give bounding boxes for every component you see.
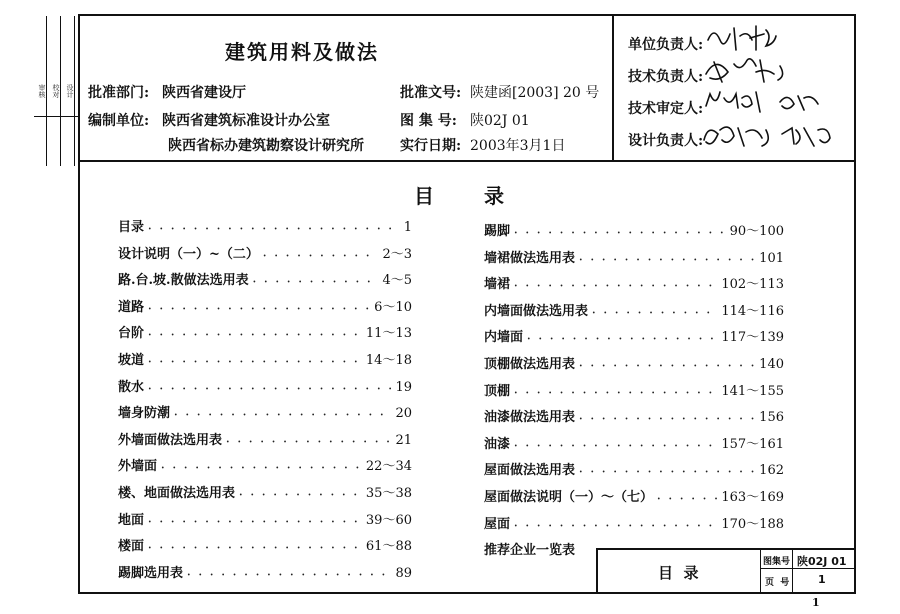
title-block-atlas-label: 图集号 xyxy=(763,557,791,567)
toc-entry-label: 散水 xyxy=(118,379,145,395)
toc-entry xyxy=(118,455,412,474)
toc-entry-page: 163～169 xyxy=(721,490,784,505)
toc-leader-dots xyxy=(579,357,755,372)
toc-leader-dots xyxy=(514,517,717,532)
left-binding-strip xyxy=(34,16,78,166)
toc-entry-page: 90～100 xyxy=(729,224,784,239)
toc-entry-label: 顶棚 xyxy=(484,383,511,399)
title-block-page-value: 1 xyxy=(818,573,826,586)
toc-entry xyxy=(118,269,412,288)
toc-entry-label: 屋面 xyxy=(484,516,511,532)
toc-entry-label: 楼、地面做法选用表 xyxy=(118,486,236,501)
toc-entry xyxy=(484,326,784,345)
toc-leader-dots xyxy=(148,353,362,368)
toc-entry-label: 设计说明（一）~（二） xyxy=(118,246,259,262)
approval-doc-number: 陕建函[2003] 20 号 xyxy=(470,85,600,101)
toc-entry-label: 踢脚 xyxy=(484,224,511,239)
toc-entry-page: 6～10 xyxy=(374,299,412,315)
toc-leader-dots xyxy=(161,459,362,474)
effective-date-label: 实行日期: xyxy=(400,138,462,154)
toc-entry-label: 台阶 xyxy=(118,326,145,342)
toc-leader-dots xyxy=(148,220,400,235)
toc-entry-label: 目录 xyxy=(118,220,145,235)
toc-entry-page: 14～18 xyxy=(365,353,412,368)
toc-entry-label: 地面 xyxy=(118,512,145,528)
toc-entry-page: 19 xyxy=(395,379,412,395)
compiler-unit-2: 陕西省标办建筑勘察设计研究所 xyxy=(168,138,364,154)
toc-entry xyxy=(118,562,412,581)
toc-entry xyxy=(484,486,784,505)
tech-reviewer-label: 技术审定人: xyxy=(628,101,704,117)
toc-entry xyxy=(484,273,784,292)
toc-entry xyxy=(484,406,784,425)
toc-entry-label: 屋面做法选用表 xyxy=(484,463,576,479)
toc-entry-label: 油漆 xyxy=(484,436,511,452)
toc-entry-label: 坡道 xyxy=(118,353,145,368)
title-block-name: 目 录 xyxy=(658,564,699,582)
toc-entry-page: 35～38 xyxy=(365,486,412,501)
toc-entry xyxy=(118,482,412,501)
toc-entry xyxy=(118,349,412,368)
toc-leader-dots xyxy=(148,380,391,395)
design-responsible-label: 设计负责人: xyxy=(628,133,704,149)
toc-entry xyxy=(118,535,412,554)
toc-entry-page: 170～188 xyxy=(721,516,784,532)
toc-entry-page: 157～161 xyxy=(721,436,784,452)
toc-leader-dots xyxy=(579,410,755,425)
toc-entry-label: 外墙面 xyxy=(118,459,158,475)
title-block-page-label: 页 号 xyxy=(765,578,790,588)
toc-entry-page: 117～139 xyxy=(721,330,784,346)
toc-entry-label: 顶棚做法选用表 xyxy=(484,357,576,372)
toc-entry-page: 156 xyxy=(759,410,784,426)
toc-entry-label: 墙裙做法选用表 xyxy=(484,250,576,266)
toc-title-char-1: 目 xyxy=(414,184,434,208)
strip-column-review: 审核 xyxy=(38,84,46,98)
toc-entry xyxy=(118,509,412,528)
toc-entry-page: 89 xyxy=(395,565,412,581)
toc-entry-label: 楼面 xyxy=(118,539,145,555)
toc-leader-dots xyxy=(187,566,391,581)
toc-entry-page: 61～88 xyxy=(365,539,412,555)
toc-entry-page: 101 xyxy=(759,250,784,266)
toc-entry-page: 20 xyxy=(395,406,412,422)
compiler-unit-1: 陕西省建筑标准设计办公室 xyxy=(162,113,330,129)
strip-column-proofread: 校对 xyxy=(52,84,60,98)
toc-entry xyxy=(118,243,412,262)
toc-entry xyxy=(484,220,784,239)
toc-leader-dots xyxy=(263,247,379,262)
toc-entry-label: 屋面做法说明（一）～（七） xyxy=(484,490,654,505)
toc-entry-page: 4～5 xyxy=(382,273,412,289)
toc-leader-dots xyxy=(657,490,717,505)
toc-entry xyxy=(118,429,412,448)
toc-leader-dots xyxy=(579,463,755,478)
toc-leader-dots xyxy=(579,251,755,266)
toc-entry-label: 外墙面做法选用表 xyxy=(118,432,223,448)
toc-entry xyxy=(484,247,784,266)
approval-dept: 陕西省建设厅 xyxy=(162,85,246,101)
toc-leader-dots xyxy=(148,513,362,528)
toc-entry xyxy=(118,296,412,315)
toc-entry xyxy=(118,216,412,235)
strip-column-design: 设计 xyxy=(66,84,74,98)
toc-entry xyxy=(484,300,784,319)
toc-entry-label: 油漆做法选用表 xyxy=(484,410,576,426)
effective-date: 2003年3月1日 xyxy=(470,138,566,154)
toc-entry xyxy=(118,402,412,421)
toc-leader-dots xyxy=(253,273,379,288)
toc-entry-page: 22～34 xyxy=(365,459,412,475)
toc-entry-page: 141～155 xyxy=(721,383,784,399)
approval-doc-label: 批准文号: xyxy=(400,85,462,101)
toc-entry-page: 21 xyxy=(395,432,412,448)
toc-entry-page: 162 xyxy=(759,463,784,479)
page-number: 1 xyxy=(812,596,820,609)
toc-entry xyxy=(118,322,412,341)
toc-entry-label: 路.台.坡.散做法选用表 xyxy=(118,273,249,289)
title-block-atlas-value: 陕02J 01 xyxy=(797,555,847,568)
toc-entry-page: 1 xyxy=(403,220,412,235)
toc-leader-dots xyxy=(514,224,726,239)
tech-responsible-label: 技术负责人: xyxy=(628,69,704,85)
toc-entry xyxy=(118,376,412,395)
atlas-number: 陕02J 01 xyxy=(470,113,530,129)
toc-entry-label: 内墙面 xyxy=(484,330,524,346)
unit-responsible-label: 单位负责人: xyxy=(628,37,704,53)
toc-leader-dots xyxy=(514,384,717,399)
toc-entry-label: 踢脚选用表 xyxy=(118,565,184,581)
toc-entry-label: 墙身防潮 xyxy=(118,406,171,422)
approval-dept-label: 批准部门: xyxy=(88,85,150,101)
toc-leader-dots xyxy=(527,330,717,345)
toc-title-char-2: 录 xyxy=(484,184,504,208)
toc-entry xyxy=(484,513,784,532)
toc-entry xyxy=(484,459,784,478)
compiler-label: 编制单位: xyxy=(88,113,150,129)
toc-entry-label: 道路 xyxy=(118,299,145,315)
handwritten-signatures xyxy=(700,18,850,158)
toc-entry-page: 140 xyxy=(759,357,784,372)
toc-leader-dots xyxy=(174,406,391,421)
toc-entry xyxy=(484,433,784,452)
toc-leader-dots xyxy=(148,539,362,554)
title-block xyxy=(596,548,854,592)
toc-entry-page: 102～113 xyxy=(721,277,784,293)
toc-leader-dots xyxy=(514,437,717,452)
toc-entry xyxy=(484,380,784,399)
atlas-label: 图 集 号: xyxy=(400,113,457,129)
toc-leader-dots xyxy=(148,300,370,315)
toc-leader-dots xyxy=(239,486,362,501)
toc-entry-page: 2～3 xyxy=(382,246,412,262)
toc-leader-dots xyxy=(514,277,717,292)
document-title: 建筑用料及做法 xyxy=(225,40,379,64)
toc-entry-page: 11～13 xyxy=(365,326,412,342)
toc-entry-page: 114～116 xyxy=(721,303,784,319)
toc-entry-label: 内墙面做法选用表 xyxy=(484,303,589,319)
toc-entry-label: 推荐企业一览表 xyxy=(484,543,576,559)
toc-leader-dots xyxy=(226,433,391,448)
toc-entry xyxy=(484,353,784,372)
toc-entry-label: 墙裙 xyxy=(484,277,511,293)
toc-entry-page: 39～60 xyxy=(365,512,412,528)
toc-leader-dots xyxy=(148,326,362,341)
toc-leader-dots xyxy=(592,304,717,319)
